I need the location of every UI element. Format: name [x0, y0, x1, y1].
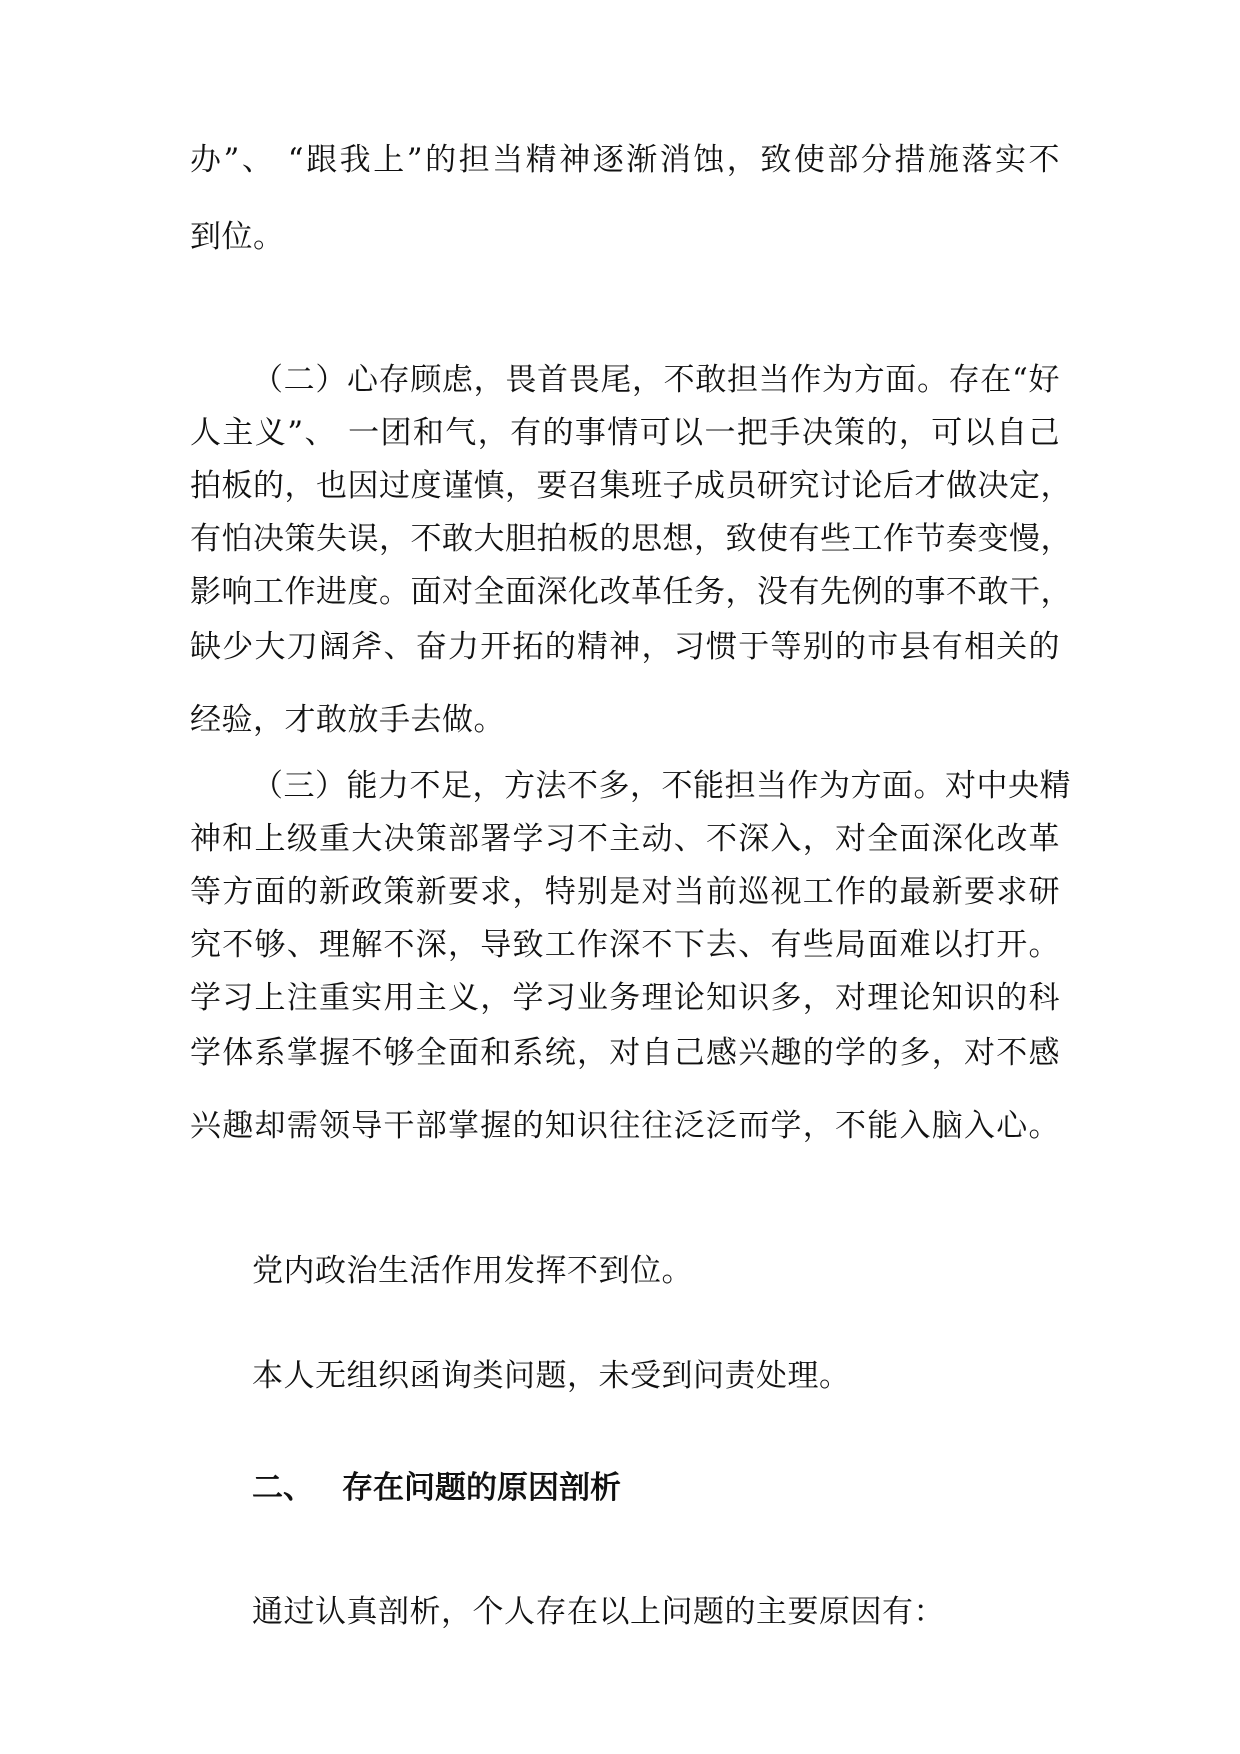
paragraph-line: 影响工作进度。面对全面深化改革任务，没有先例的事不敢干， [190, 574, 1072, 610]
paragraph-line: 兴趣却需领导干部掌握的知识往往泛泛而学，不能入脑入心。 [190, 1108, 1060, 1144]
paragraph-line: 到位。 [190, 219, 285, 255]
paragraph-line: 等方面的新政策新要求，特别是对当前巡视工作的最新要求研 [190, 874, 1060, 910]
paragraph-line: （二）心存顾虑，畏首畏尾，不敢担当作为方面。存在“好 [252, 362, 1060, 398]
paragraph-line: 人主义”、 一团和气，有的事情可以一把手决策的，可以自己 [190, 415, 1060, 451]
paragraph-line: 究不够、理解不深，导致工作深不下去、有些局面难以打开。 [190, 927, 1060, 963]
paragraph-line: 办”、 “跟我上”的担当精神逐渐消蚀，致使部分措施落实不 [190, 142, 1060, 178]
paragraph-line: 学体系掌握不够全面和系统，对自己感兴趣的学的多，对不感 [190, 1035, 1060, 1071]
section-heading [252, 1468, 621, 1508]
paragraph-line: 拍板的，也因过度谨慎，要召集班子成员研究讨论后才做决定， [190, 468, 1072, 504]
statement-line: 本人无组织函询类问题，未受到问责处理。 [252, 1358, 851, 1394]
paragraph-line: 经验，才敢放手去做。 [190, 702, 505, 738]
paragraph-line: 神和上级重大决策部署学习不主动、不深入，对全面深化改革 [190, 821, 1060, 857]
section-title: 存在问题的原因剖析 [342, 1470, 621, 1506]
statement-line: 党内政治生活作用发挥不到位。 [252, 1253, 693, 1289]
paragraph-line: 缺少大刀阔斧、奋力开拓的精神，习惯于等别的市县有相关的 [190, 629, 1060, 665]
section-intro: 通过认真剖析，个人存在以上问题的主要原因有： [252, 1594, 945, 1630]
paragraph-line: 有怕决策失误，不敢大胆拍板的思想，致使有些工作节奏变慢， [190, 521, 1072, 557]
paragraph-line: 学习上注重实用主义，学习业务理论知识多，对理论知识的科 [190, 980, 1060, 1016]
paragraph-line: （三）能力不足，方法不多，不能担当作为方面。对中央精 [252, 768, 1071, 804]
section-number: 二、 [252, 1470, 314, 1506]
